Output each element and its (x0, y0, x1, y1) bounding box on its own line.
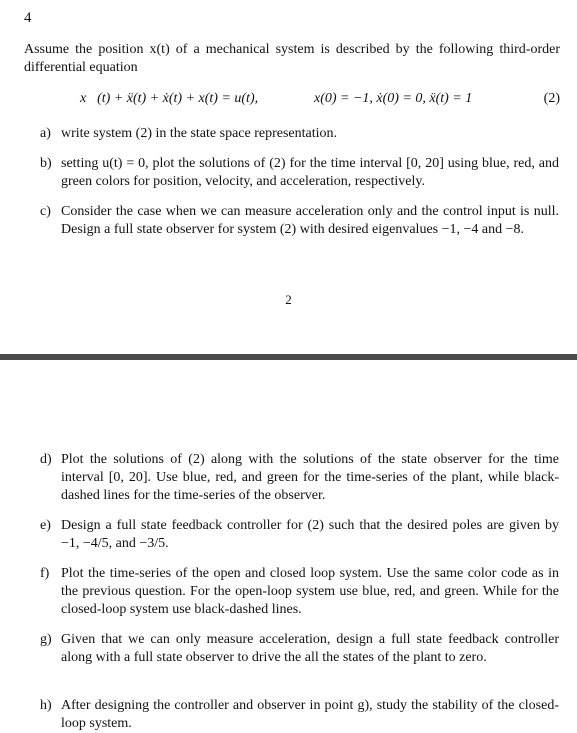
equation-lhs: x⃛(t) + ẍ(t) + ẋ(t) + x(t) = u(t), (80, 91, 259, 106)
differential-equation (24, 91, 560, 109)
question-text: Consider the case when we can measure acceleration only and the control input is null. Design a full state observer for system (2) with desired eigenvalues −1, −4 and −8. (61, 204, 559, 237)
section-number: 4 (24, 10, 32, 26)
question-text: Plot the time-series of the open and closed loop system. Use the same color code as in the previous question. For the open-loop system use blue, red, and green. While for the closed-loop system use black-dashed lines. (61, 566, 559, 617)
question-text: write system (2) in the state space representation. (61, 126, 338, 141)
question-text: Given that we can only measure acceleration, design a full state feedback controller along with a full state observer to drive the all the states of the plant to zero. (61, 632, 559, 665)
question-label: g) (40, 632, 52, 647)
page-number: 2 (285, 292, 292, 307)
question-label: e) (40, 518, 51, 533)
question-text: Plot the solutions of (2) along with the solutions of the state observer for the time interval [0, 20]. Use blue, red, and green for the time-series of the plant, while black-dashed lines for the time-series of the observer. (61, 452, 559, 503)
question-label: d) (40, 452, 52, 467)
question-label: h) (40, 698, 52, 713)
equation-tag: (2) (543, 91, 560, 106)
intro-paragraph: Assume the position x(t) of a mechanical system is described by the following third-order differential equation (24, 42, 560, 75)
question-text: setting u(t) = 0, plot the solutions of (2) for the time interval [0, 20] using blue, red, and green colors for position, velocity, and acceleration, respectively. (61, 156, 559, 189)
page-1 (0, 0, 577, 354)
question-label: b) (40, 156, 52, 171)
question-label: f) (40, 566, 50, 581)
page-2 (0, 360, 577, 731)
question-text: Design a full state feedback controller for (2) such that the desired poles are given by −1, −4/5, and −3/5. (61, 518, 559, 551)
initial-conditions: x(0) = −1, ẋ(0) = 0, ẍ(t) = 1 (314, 91, 473, 106)
question-text: After designing the controller and observer in point g), study the stability of the closed-loop system. (61, 698, 559, 731)
question-label: a) (40, 126, 51, 141)
question-label: c) (40, 204, 51, 219)
